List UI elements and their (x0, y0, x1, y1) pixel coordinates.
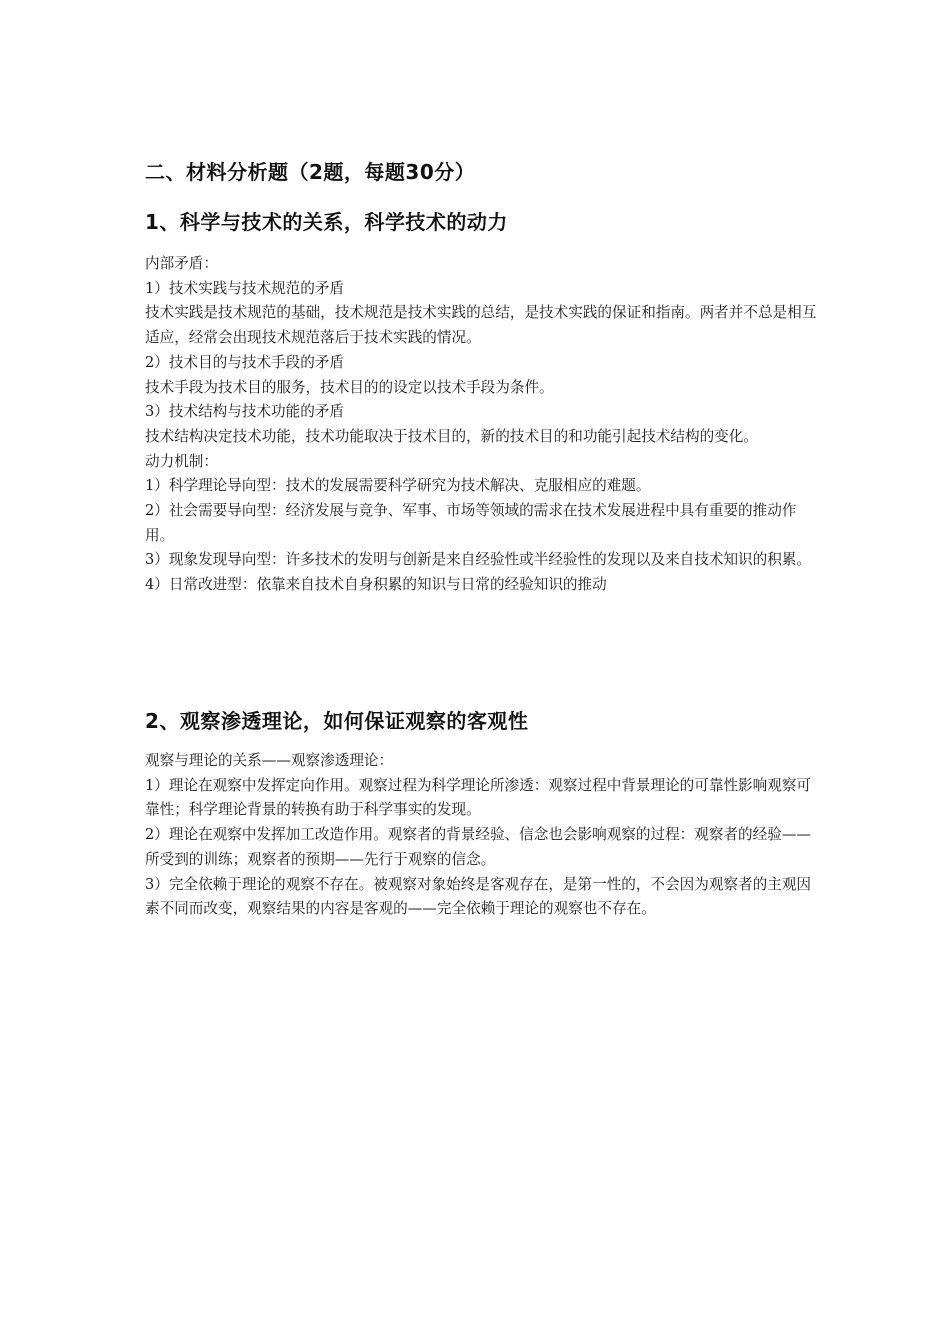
paragraph: 内部矛盾： (145, 255, 218, 272)
paragraph: 技术结构决定技术功能，技术功能取决于技术目的，新的技术目的和功能引起技术结构的变化。 (145, 427, 758, 445)
paragraph: 技术手段为技术目的服务，技术目的的设定以技术手段为条件。 (145, 378, 554, 396)
paragraph: 2）社会需要导向型：经济发展与竞争、军事、市场等领域的需求在技术发展进程中具有重要的推动作用。 (145, 502, 797, 544)
paragraph: 3）技术结构与技术功能的矛盾 (145, 403, 345, 421)
paragraph: 观察与理论的关系——观察渗透理论： (145, 752, 394, 769)
paragraph: 1）技术实践与技术规范的矛盾 (145, 279, 345, 297)
paragraph: 1）理论在观察中发挥定向作用。观察过程为科学理论所渗透：观察过程中背景理论的可靠性影响观察可靠性；科学理论背景的转换有助于科学事实的发现。 (145, 776, 812, 819)
question-2-body (145, 749, 825, 922)
paragraph: 3）现象发现导向型：许多技术的发明与创新是来自经验性或半经验性的发现以及来自技术知识的积累。 (145, 551, 812, 569)
paragraph: 动力机制： (145, 452, 218, 470)
paragraph: 2）技术目的与技术手段的矛盾 (145, 353, 345, 371)
paragraph: 技术实践是技术规范的基础，技术规范是技术实践的总结，是技术实践的保证和指南。两者并不总是相互适应，经常会出现技术规范落后于技术实践的情况。 (145, 304, 817, 347)
section-title: 二、材料分析题（2题，每题30分） (145, 160, 476, 184)
paragraph: 4）日常改进型：依靠来自技术自身积累的知识与日常的经验知识的推动 (145, 576, 607, 594)
paragraph: 3）完全依赖于理论的观察不存在。被观察对象始终是客观存在，是第一性的，不会因为观察者的主观因素不同而改变，观察结果的内容是客观的——完全依赖于理论的观察也不存在。 (145, 875, 812, 918)
question-1-body (145, 252, 825, 598)
question-2-title: 2、观察渗透理论，如何保证观察的客观性 (145, 709, 529, 733)
paragraph: 2）理论在观察中发挥加工改造作用。观察者的背景经验、信念也会影响观察的过程：观察者的经验——所受到的训练；观察者的预期——先行于观察的信念。 (145, 826, 812, 868)
question-1-title: 1、科学与技术的关系，科学技术的动力 (145, 210, 508, 234)
paragraph: 1）科学理论导向型：技术的发展需要科学研究为技术解决、克服相应的难题。 (145, 477, 651, 495)
